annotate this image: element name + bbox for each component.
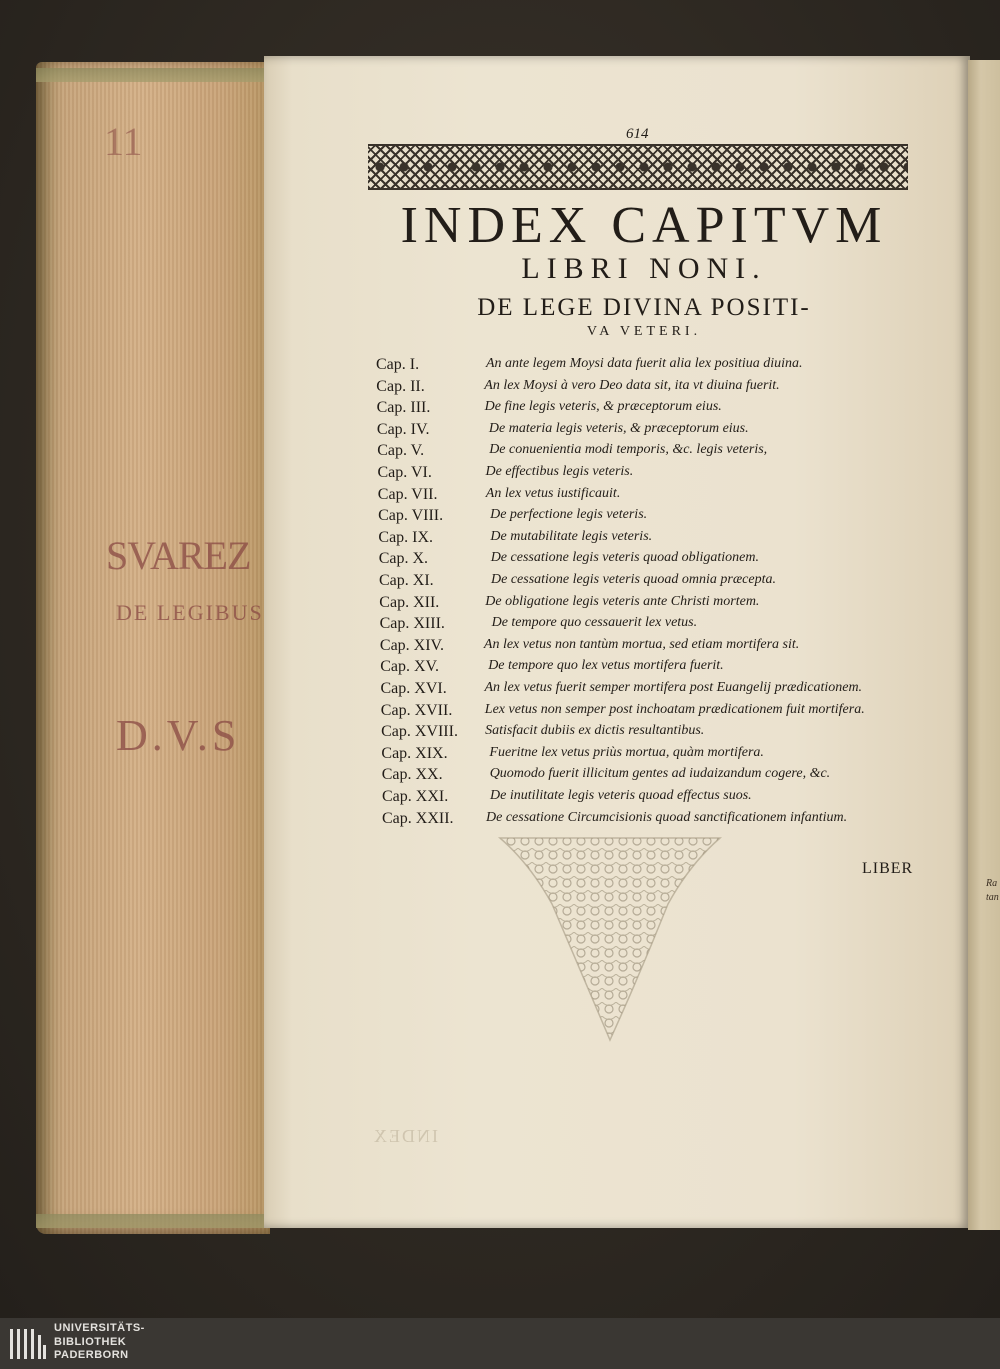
chapter-description: De materia legis veteris, & præceptorum eius. xyxy=(488,420,749,436)
fore-edge-volume: D.V.S xyxy=(116,711,241,760)
chapter-description: An lex vetus iustificauit. xyxy=(485,485,621,501)
chapter-number: Cap. VII. xyxy=(377,485,438,503)
ornamental-tailpiece xyxy=(490,834,730,1044)
chapter-description: De effectibus legis veteris. xyxy=(485,464,634,479)
index-subtitle-book: LIBRI NONI. xyxy=(521,252,767,285)
chapter-description: De perfectione legis veteris. xyxy=(490,507,648,523)
chapter-description: Satisfacit dubiis ex dictis resultantibus. xyxy=(485,723,705,739)
chapter-number: Cap. XIV. xyxy=(379,636,445,654)
adjacent-page-fragment: Ra xyxy=(986,878,998,889)
chapter-description: Lex vetus non semper post inchoatam prædicationem fuit mortifera. xyxy=(484,701,865,717)
chapter-row xyxy=(382,788,962,808)
chapter-row xyxy=(376,356,956,376)
chapter-row xyxy=(379,572,959,592)
chapter-number: Cap. XXII. xyxy=(382,809,454,827)
chapter-number: Cap. III. xyxy=(376,399,431,417)
chapter-number: Cap. XIX. xyxy=(381,744,448,762)
chapter-number: Cap. IX. xyxy=(378,528,434,546)
chapter-description: An lex vetus fuerit semper mortifera post Euangelij prædicationem. xyxy=(484,680,863,695)
section-heading-line1: DE LEGE DIVINA POSITI- xyxy=(477,294,811,321)
chapter-number: Cap. XIII. xyxy=(379,615,445,633)
index-title: INDEX CAPITVM xyxy=(400,197,888,254)
chapter-description: De mutabilitate legis veteris. xyxy=(490,528,653,544)
chapter-description: An lex Moysi à vero Deo data sit, ita vt diuina fuerit. xyxy=(484,377,780,393)
chapter-description: An ante legem Moysi data fuerit alia lex positiua diuina. xyxy=(486,356,803,371)
ornamental-headpiece xyxy=(368,144,908,190)
fore-edge-shelfmark: 11 xyxy=(104,119,143,164)
chapter-description: An lex vetus non tantùm mortua, sed etiam mortifera sit. xyxy=(483,636,800,652)
chapter-description: De cessatione Circumcisionis quoad sanctificationem infantium. xyxy=(486,809,848,825)
fore-edge-author: SVAREZ xyxy=(106,533,251,578)
chapter-number: Cap. XXI. xyxy=(382,788,449,805)
chapter-row xyxy=(378,486,958,506)
chapter-number: Cap. XII. xyxy=(379,593,440,611)
chapter-number: Cap. XVII. xyxy=(380,701,453,719)
library-logo-icon xyxy=(8,1325,48,1363)
chapter-row xyxy=(382,810,962,830)
section-heading-line2: VA VETERI. xyxy=(586,324,702,339)
chapter-row xyxy=(376,378,956,398)
library-footer xyxy=(0,1318,1000,1369)
chapter-row xyxy=(378,464,958,484)
library-name-line1: UNIVERSITÄTS- xyxy=(54,1322,145,1334)
chapter-row xyxy=(377,442,957,462)
chapter-row xyxy=(377,421,957,441)
chapter-row xyxy=(380,615,960,635)
chapter-description: De cessatione legis veteris quoad omnia præcepta. xyxy=(491,572,777,587)
chapter-number: Cap. VI. xyxy=(377,464,432,481)
library-name xyxy=(54,1322,145,1363)
chapter-number: Cap. V. xyxy=(377,442,425,460)
chapter-number: Cap. XV. xyxy=(380,658,440,676)
chapter-row xyxy=(377,399,957,419)
chapter-row xyxy=(379,594,959,614)
chapter-row xyxy=(381,723,961,743)
chapter-description: De tempore quo cessauerit lex vetus. xyxy=(491,615,698,631)
chapter-description: Fueritne lex vetus priùs mortua, quàm mortifera. xyxy=(489,744,764,760)
chapter-description: De inutilitate legis veteris quoad effectus suos. xyxy=(490,788,752,803)
chapter-row xyxy=(378,507,958,527)
chapter-description: De tempore quo lex vetus mortifera fuerit. xyxy=(488,658,724,674)
chapter-row xyxy=(380,658,960,678)
chapter-row xyxy=(381,702,961,722)
chapter-description: De obligatione legis veteris ante Christi mortem. xyxy=(485,593,760,609)
library-name-line3: PADERBORN xyxy=(54,1349,129,1361)
chapter-row xyxy=(379,550,959,570)
chapter-number: Cap. XI. xyxy=(379,572,434,589)
chapter-row xyxy=(380,637,960,657)
chapter-number: Cap. IV. xyxy=(376,420,430,438)
chapter-number: Cap. XVIII. xyxy=(381,723,458,741)
chapter-number: Cap. X. xyxy=(378,550,429,568)
chapter-row xyxy=(381,680,961,700)
chapter-number: Cap. II. xyxy=(376,377,425,395)
chapter-description: De conuenientia modi temporis, &c. legis veteris, xyxy=(489,442,768,458)
adjacent-page-edge xyxy=(968,60,1000,1230)
chapter-row xyxy=(378,529,958,549)
chapter-number: Cap. I. xyxy=(376,356,420,373)
chapter-row xyxy=(381,745,961,765)
fore-edge-title: DE LEGIBUS xyxy=(116,600,264,625)
page-number: 614 xyxy=(626,126,649,142)
book-fore-edge xyxy=(36,62,270,1234)
chapter-description: De cessatione legis veteris quoad obligationem. xyxy=(490,550,759,566)
catchword: LIBER xyxy=(862,860,914,877)
chapter-number: Cap. XX. xyxy=(381,766,443,784)
adjacent-page-fragment: tan xyxy=(986,892,999,903)
edge-band xyxy=(36,68,270,82)
chapter-number: Cap. XVI. xyxy=(380,680,447,697)
chapter-description: De fine legis veteris, & præceptorum eius. xyxy=(484,399,722,415)
edge-band xyxy=(36,1214,270,1228)
chapter-number: Cap. VIII. xyxy=(378,507,444,525)
bleed-through-text: INDEX xyxy=(372,1126,438,1146)
library-name-line2: BIBLIOTHEK xyxy=(54,1335,127,1348)
chapter-description: Quomodo fuerit illicitum gentes ad iudaizandum cogere, &c. xyxy=(489,766,831,782)
book-page xyxy=(264,56,970,1228)
chapter-row xyxy=(382,766,962,786)
